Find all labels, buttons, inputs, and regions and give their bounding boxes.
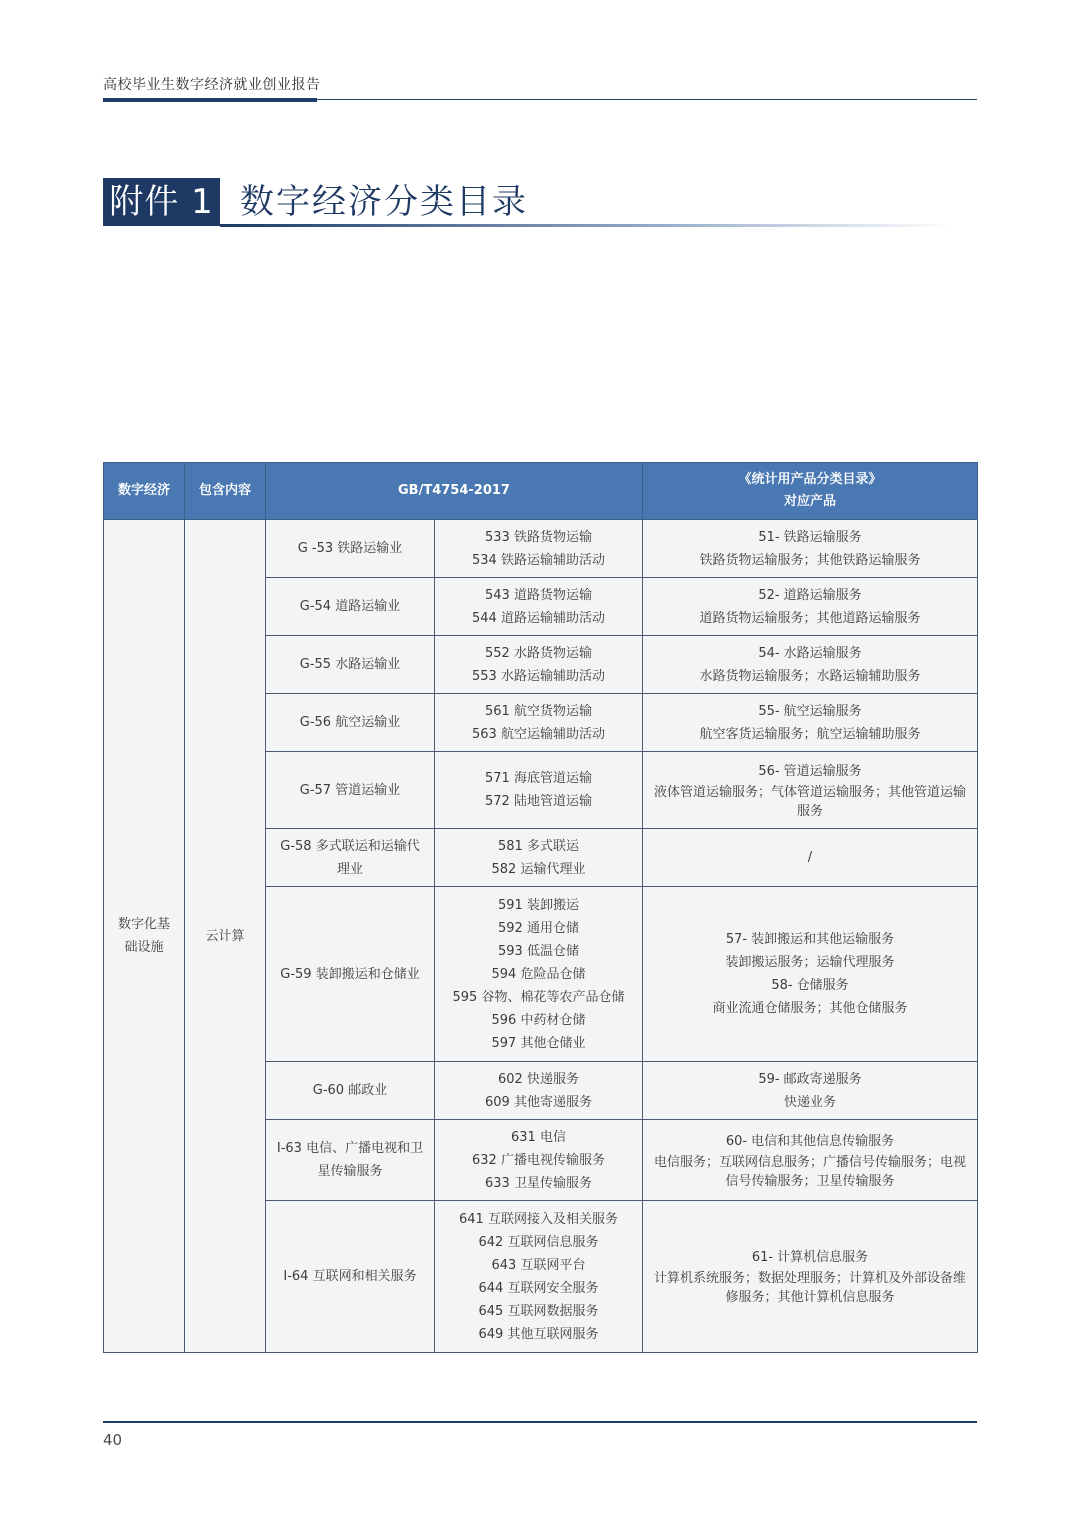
product-line: / (807, 850, 813, 865)
industry-code-line: 649 其他互联网服务 (478, 1326, 599, 1342)
industry-cell: I-63 电信、广播电视和卫星传输服务 (266, 1120, 435, 1201)
industry-cell: G-54 道路运输业 (266, 578, 435, 636)
industry-code-line: 632 广播电视传输服务 (472, 1152, 605, 1168)
industry-codes-cell (435, 694, 643, 752)
industry-code-line: 543 道路货物运输 (485, 587, 592, 603)
header-content: 包含内容 (185, 463, 266, 520)
product-line: 航空客货运输服务；航空运输辅助服务 (699, 726, 921, 742)
product-line: 60- 电信和其他信息传输服务 (725, 1133, 895, 1149)
product-line: 铁路货物运输服务；其他铁路运输服务 (699, 552, 921, 568)
industry-code-line: 602 快递服务 (498, 1071, 579, 1087)
industry-codes-cell (435, 578, 643, 636)
industry-codes-cell (435, 829, 643, 887)
running-title: 高校毕业生数字经济就业创业报告 (103, 77, 321, 93)
product-line: 55- 航空运输服务 (758, 703, 862, 719)
product-line: 商业流通仓储服务；其他仓储服务 (712, 1001, 908, 1016)
product-line: 液体管道运输服务；气体管道运输服务；其他管道运输服务 (653, 784, 966, 819)
industry-code-line: 593 低温仓储 (498, 943, 579, 959)
industry-code-line: 591 装卸搬运 (498, 897, 579, 913)
product-line: 装卸搬运服务；运输代理服务 (725, 955, 895, 970)
industry-code-line: 571 海底管道运输 (485, 771, 592, 786)
industry-code-line: 645 互联网数据服务 (478, 1303, 599, 1319)
industry-code-line: 572 陆地管道运输 (485, 794, 592, 809)
header-product-catalog-title: 《统计用产品分类目录》 (738, 472, 882, 487)
industry-code-line: 563 航空运输辅助活动 (472, 726, 605, 742)
classification-table (103, 462, 978, 1353)
header-product-catalog (643, 463, 978, 520)
products-cell (643, 752, 978, 829)
product-line: 58- 仓储服务 (771, 978, 849, 993)
industry-cell: G-60 邮政业 (266, 1062, 435, 1120)
industry-codes-cell (435, 887, 643, 1062)
industry-code-line: 594 危险品仓储 (491, 966, 586, 982)
industry-code-line: 597 其他仓储业 (491, 1035, 586, 1051)
industry-codes-cell (435, 1062, 643, 1120)
industry-code-line: 595 谷物、棉花等农产品仓储 (452, 989, 625, 1005)
category-cell: 数字化基础设施 (104, 520, 185, 1353)
industry-code-line: 643 互联网平台 (491, 1257, 586, 1273)
products-cell (643, 887, 978, 1062)
product-line: 59- 邮政寄递服务 (758, 1071, 862, 1087)
industry-code-line: 581 多式联运 (498, 838, 579, 854)
industry-cell: G-58 多式联运和运输代理业 (266, 829, 435, 887)
industry-code-line: 596 中药材仓储 (491, 1012, 586, 1028)
product-line: 计算机系统服务；数据处理服务；计算机及外部设备维修服务；其他计算机信息服务 (653, 1271, 966, 1305)
header-gb-standard: GB/T4754-2017 (266, 463, 643, 520)
products-cell (643, 694, 978, 752)
industry-cell: G-57 管道运输业 (266, 752, 435, 829)
industry-code-line: 633 卫星传输服务 (485, 1175, 592, 1191)
industry-code-line: 592 通用仓储 (498, 920, 579, 936)
header-digital-economy: 数字经济 (104, 463, 185, 520)
industry-code-line: 644 互联网安全服务 (478, 1280, 599, 1296)
industry-code-line: 609 其他寄递服务 (485, 1094, 592, 1110)
content-cell: 云计算 (185, 520, 266, 1353)
title-underline (220, 224, 955, 227)
page-title: 数字经济分类目录 (240, 182, 528, 222)
products-cell (643, 636, 978, 694)
products-cell (643, 578, 978, 636)
product-line: 61- 计算机信息服务 (751, 1250, 869, 1265)
product-line: 56- 管道运输服务 (758, 763, 862, 779)
industry-code-line: 641 互联网接入及相关服务 (459, 1211, 618, 1227)
industry-code-line: 533 铁路货物运输 (485, 529, 592, 545)
products-cell (643, 1120, 978, 1201)
industry-cell: I-64 互联网和相关服务 (266, 1201, 435, 1353)
industry-codes-cell (435, 1120, 643, 1201)
industry-codes-cell (435, 752, 643, 829)
product-line: 54- 水路运输服务 (758, 645, 862, 661)
products-cell (643, 520, 978, 578)
industry-codes-cell (435, 636, 643, 694)
industry-code-line: 582 运输代理业 (491, 861, 586, 877)
header-product-catalog-subtitle: 对应产品 (783, 494, 836, 509)
product-line: 道路货物运输服务；其他道路运输服务 (699, 610, 921, 626)
industry-code-line: 552 水路货物运输 (485, 645, 592, 661)
industry-code-line: 553 水路运输辅助活动 (472, 668, 605, 684)
product-line: 快递业务 (783, 1094, 836, 1110)
products-cell (643, 1062, 978, 1120)
industry-cell: G-59 装卸搬运和仓储业 (266, 887, 435, 1062)
industry-cell: G-55 水路运输业 (266, 636, 435, 694)
appendix-label: 附件 1 (103, 178, 220, 226)
product-line: 电信服务；互联网信息服务；广播信号传输服务；电视信号传输服务；卫星传输服务 (653, 1154, 966, 1189)
header-rule-accent (103, 98, 317, 102)
page-number: 40 (103, 1431, 123, 1449)
product-line: 57- 装卸搬运和其他运输服务 (725, 932, 895, 947)
products-cell (643, 1201, 978, 1353)
industry-codes-cell (435, 520, 643, 578)
industry-code-line: 561 航空货物运输 (485, 703, 592, 719)
product-line: 水路货物运输服务；水路运输辅助服务 (699, 668, 921, 684)
industry-code-line: 544 道路运输辅助活动 (472, 610, 605, 626)
industry-codes-cell (435, 1201, 643, 1353)
industry-cell: G -53 铁路运输业 (266, 520, 435, 578)
industry-cell: G-56 航空运输业 (266, 694, 435, 752)
footer-rule (103, 1421, 977, 1423)
product-line: 51- 铁路运输服务 (758, 529, 862, 545)
table-row (104, 520, 978, 578)
products-cell (643, 829, 978, 887)
industry-code-line: 642 互联网信息服务 (478, 1234, 599, 1250)
table-header-row (104, 463, 978, 520)
industry-code-line: 631 电信 (511, 1129, 566, 1145)
product-line: 52- 道路运输服务 (758, 587, 862, 603)
industry-code-line: 534 铁路运输辅助活动 (472, 552, 605, 568)
